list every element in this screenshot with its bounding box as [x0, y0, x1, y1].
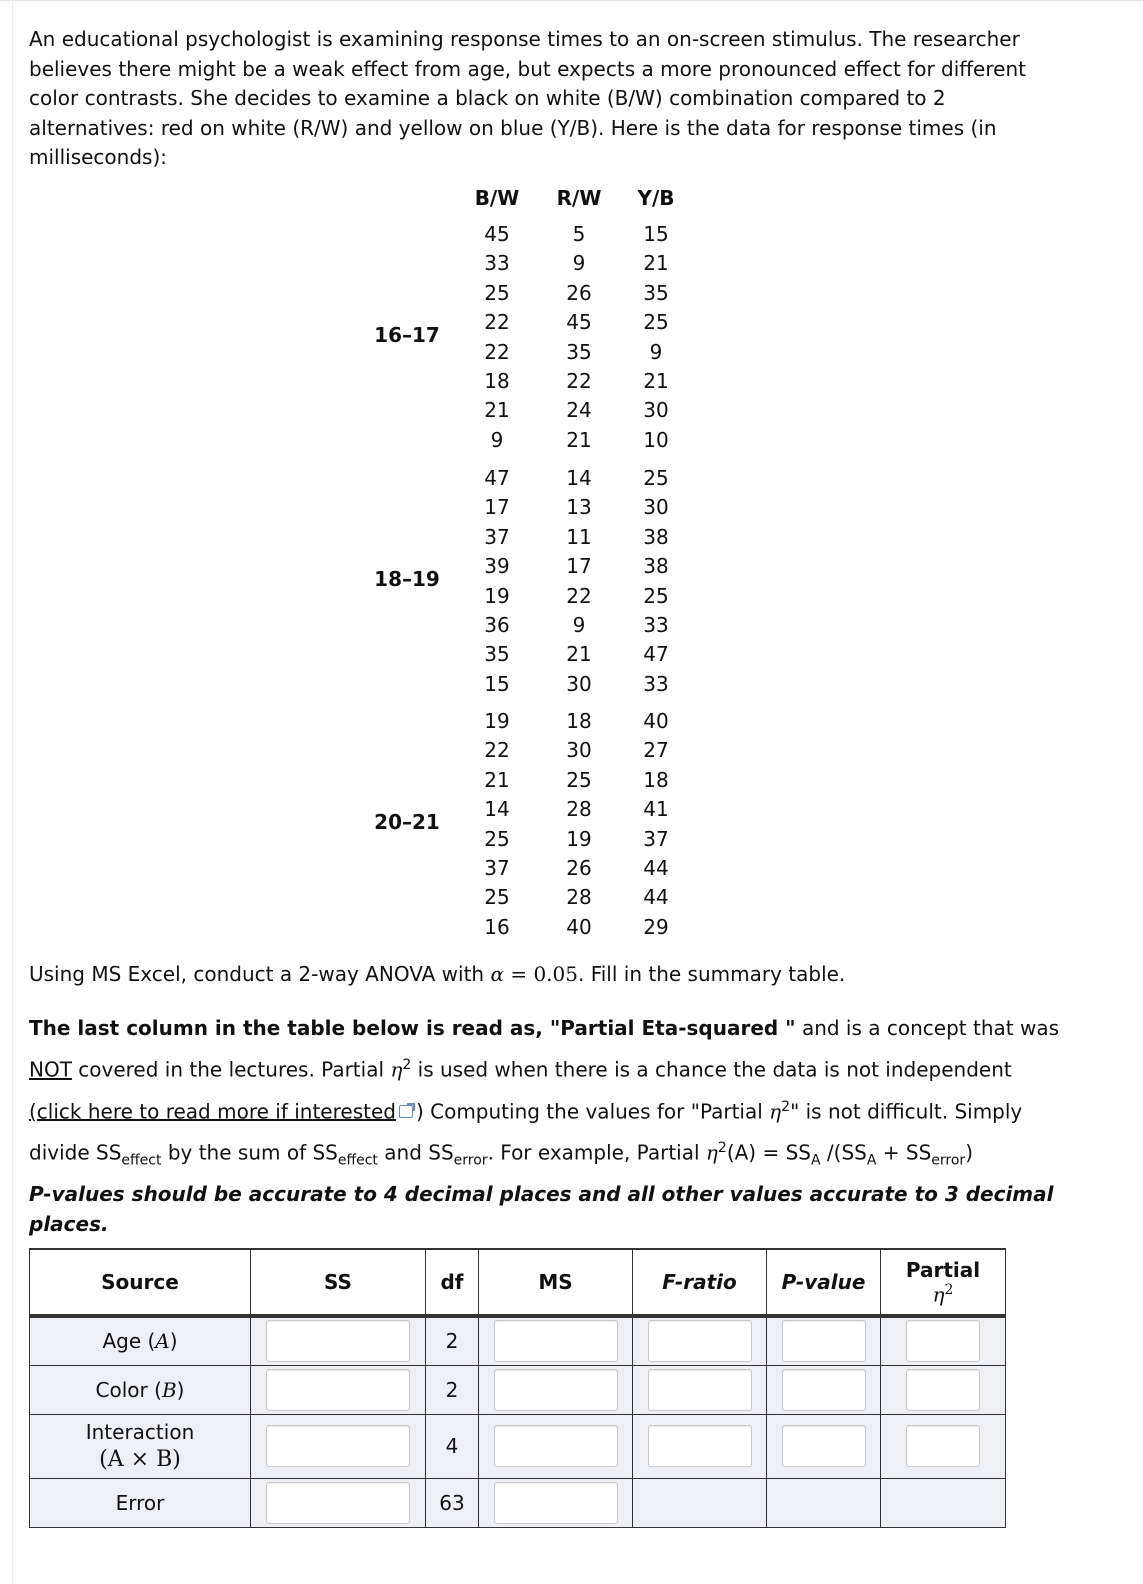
data-cell: 33 — [643, 613, 669, 637]
data-cell: 21 — [643, 369, 669, 393]
data-cell: 44 — [643, 885, 669, 910]
data-cell: 9 — [649, 339, 663, 364]
empty-f-error — [633, 1478, 767, 1527]
data-cell: 28 — [566, 885, 592, 910]
source-color: Color (B) — [30, 1365, 251, 1414]
data-cell: 40 — [643, 709, 669, 733]
header-source: Source — [30, 1249, 251, 1316]
data-cell: 45 — [566, 310, 592, 335]
data-cell: 22 — [484, 339, 510, 364]
data-cell: 25 — [484, 885, 510, 910]
anova-instruction: Using MS Excel, conduct a 2-way ANOVA with α = 0.05. Fill in the summary table. — [29, 962, 846, 986]
ss-input-age[interactable] — [266, 1320, 410, 1362]
age-group-label: 16–17 — [374, 322, 440, 347]
data-cell: 38 — [643, 524, 669, 549]
read-more-link[interactable]: (click here to read more if interested — [29, 1099, 396, 1124]
data-cell: 16 — [484, 914, 510, 939]
eta-input-age[interactable] — [906, 1320, 980, 1362]
left-divider — [12, 0, 13, 1584]
column-header-yb: Y/B — [637, 186, 675, 210]
data-cell: 26 — [566, 856, 592, 880]
data-cell: 18 — [484, 369, 510, 393]
header-p-value: P-value — [767, 1249, 881, 1316]
data-cell: 9 — [490, 427, 504, 452]
data-cell: 21 — [566, 427, 592, 452]
df-color: 2 — [426, 1365, 479, 1414]
data-cell: 22 — [484, 738, 510, 763]
data-cell: 9 — [572, 251, 586, 276]
data-cell: 30 — [566, 671, 592, 696]
data-cell: 22 — [566, 369, 592, 393]
ms-input-interaction[interactable] — [494, 1425, 618, 1467]
data-cell: 26 — [566, 280, 592, 305]
data-cell: 11 — [566, 524, 592, 549]
df-error: 63 — [426, 1478, 479, 1527]
data-cell: 28 — [566, 797, 592, 822]
precision-note: P-values should be accurate to 4 decimal places and all other values accurate to 3 decimal places. — [29, 1182, 1054, 1236]
ms-input-age[interactable] — [494, 1320, 618, 1362]
source-interaction: Interaction (A × B) — [30, 1414, 251, 1478]
intro-line: believes there might be a weak effect from age, but expects a more pronounced effect for different — [29, 56, 1026, 81]
data-cell: 35 — [643, 280, 669, 305]
data-cell: 41 — [643, 797, 669, 822]
data-cell: 22 — [484, 310, 510, 335]
f-input-age[interactable] — [648, 1320, 752, 1362]
partial-eta-note: The last column in the table below is read as, "Partial Eta-squared " and is a concept that was NOT covered in the lectures. Partial $\eta^2$ is used when there is a chance the data is not independent (click here to read more if interested ) Computing the values for "Partial $\eta^2$" is not difficult. Simply divide $SS_{effect}$ by the sum of $SS_{effect}$ and $SS_{error}$. For example, Partial $\eta^2(A) = SS_A$ $/(SS_A + SS_{error})$ — [29, 1016, 1059, 1169]
data-cell: 10 — [643, 427, 669, 452]
ss-input-interaction[interactable] — [266, 1425, 410, 1467]
data-cell: 5 — [572, 222, 586, 246]
data-cell: 25 — [566, 767, 592, 792]
data-cell: 25 — [643, 583, 669, 608]
data-cell: 22 — [566, 583, 592, 608]
header-partial-eta: Partial $\eta^2$ — [881, 1249, 1006, 1316]
intro-line: An educational psychologist is examining response times to an on-screen stimulus. The researcher — [29, 27, 1020, 51]
f-input-color[interactable] — [648, 1369, 752, 1411]
data-cell: 47 — [643, 642, 669, 667]
row-error — [30, 1478, 1006, 1527]
intro-line: milliseconds): — [29, 145, 167, 169]
data-cell: 21 — [484, 398, 510, 423]
df-age: 2 — [426, 1316, 479, 1365]
header-f-ratio: F-ratio — [633, 1249, 767, 1316]
data-cell: 15 — [484, 671, 510, 696]
data-cell: 30 — [566, 738, 592, 763]
p-input-interaction[interactable] — [782, 1425, 866, 1467]
data-cell: 17 — [484, 495, 510, 520]
data-cell: 44 — [643, 856, 669, 880]
data-cell: 27 — [643, 738, 669, 763]
data-cell: 19 — [484, 583, 510, 608]
empty-eta-error — [881, 1478, 1006, 1527]
header-df: df — [426, 1249, 479, 1316]
top-divider — [0, 0, 1143, 1]
data-cell: 19 — [566, 826, 592, 851]
data-cell: 18 — [643, 767, 669, 792]
header-ms: MS — [479, 1249, 633, 1316]
source-age: Age (A) — [30, 1316, 251, 1365]
age-group-label: 18–19 — [374, 566, 440, 591]
data-cell: 25 — [484, 280, 510, 305]
anova-summary-table — [29, 1248, 1006, 1528]
data-cell: 47 — [484, 466, 510, 490]
data-cell: 29 — [643, 914, 669, 939]
row-color — [30, 1365, 1006, 1414]
data-cell: 36 — [484, 613, 510, 637]
problem-intro — [29, 25, 1109, 173]
data-cell: 37 — [484, 856, 510, 880]
data-cell: 19 — [484, 709, 510, 733]
data-cell: 35 — [566, 339, 592, 364]
data-cell: 21 — [643, 251, 669, 276]
df-interaction: 4 — [426, 1414, 479, 1478]
intro-line: alternatives: red on white (R/W) and yellow on blue (Y/B). Here is the data for response times (in — [29, 115, 997, 140]
row-interaction — [30, 1414, 1006, 1478]
header-ss: SS — [251, 1249, 426, 1316]
data-cell: 30 — [643, 398, 669, 423]
data-cell: 33 — [484, 251, 510, 276]
data-cell: 37 — [643, 826, 669, 851]
source-error: Error — [30, 1478, 251, 1527]
p-input-color[interactable] — [782, 1369, 866, 1411]
external-link-icon — [399, 1105, 413, 1118]
data-cell: 21 — [484, 767, 510, 792]
data-cell: 25 — [643, 310, 669, 335]
data-cell: 14 — [484, 797, 510, 822]
ms-input-error[interactable] — [494, 1482, 618, 1524]
intro-line: color contrasts. She decides to examine a black on white (B/W) combination compared to 2 — [29, 86, 946, 110]
f-input-interaction[interactable] — [648, 1425, 752, 1467]
ms-input-color[interactable] — [494, 1369, 618, 1411]
data-cell: 14 — [566, 466, 592, 490]
data-cell: 33 — [643, 671, 669, 696]
data-cell: 35 — [484, 642, 510, 667]
data-cell: 9 — [572, 613, 586, 637]
ss-input-error[interactable] — [266, 1482, 410, 1524]
data-cell: 40 — [566, 914, 592, 939]
row-age — [30, 1316, 1006, 1365]
data-cell: 25 — [484, 826, 510, 851]
data-cell: 17 — [566, 554, 592, 579]
data-cell: 30 — [643, 495, 669, 520]
data-cell: 45 — [484, 222, 510, 246]
p-input-age[interactable] — [782, 1320, 866, 1362]
data-cell: 21 — [566, 642, 592, 667]
empty-p-error — [767, 1478, 881, 1527]
column-header-rw: R/W — [556, 186, 602, 210]
data-cell: 18 — [566, 709, 592, 733]
data-cell: 25 — [643, 466, 669, 490]
eta-input-color[interactable] — [906, 1369, 980, 1411]
data-cell: 15 — [643, 222, 669, 246]
data-cell: 38 — [643, 554, 669, 579]
data-cell: 24 — [566, 398, 592, 423]
data-cell: 39 — [484, 554, 510, 579]
eta-input-interaction[interactable] — [906, 1425, 980, 1467]
column-header-bw: B/W — [474, 186, 520, 210]
data-cell: 13 — [566, 495, 592, 520]
age-group-label: 20–21 — [374, 809, 440, 834]
data-cell: 37 — [484, 524, 510, 549]
ss-input-color[interactable] — [266, 1369, 410, 1411]
